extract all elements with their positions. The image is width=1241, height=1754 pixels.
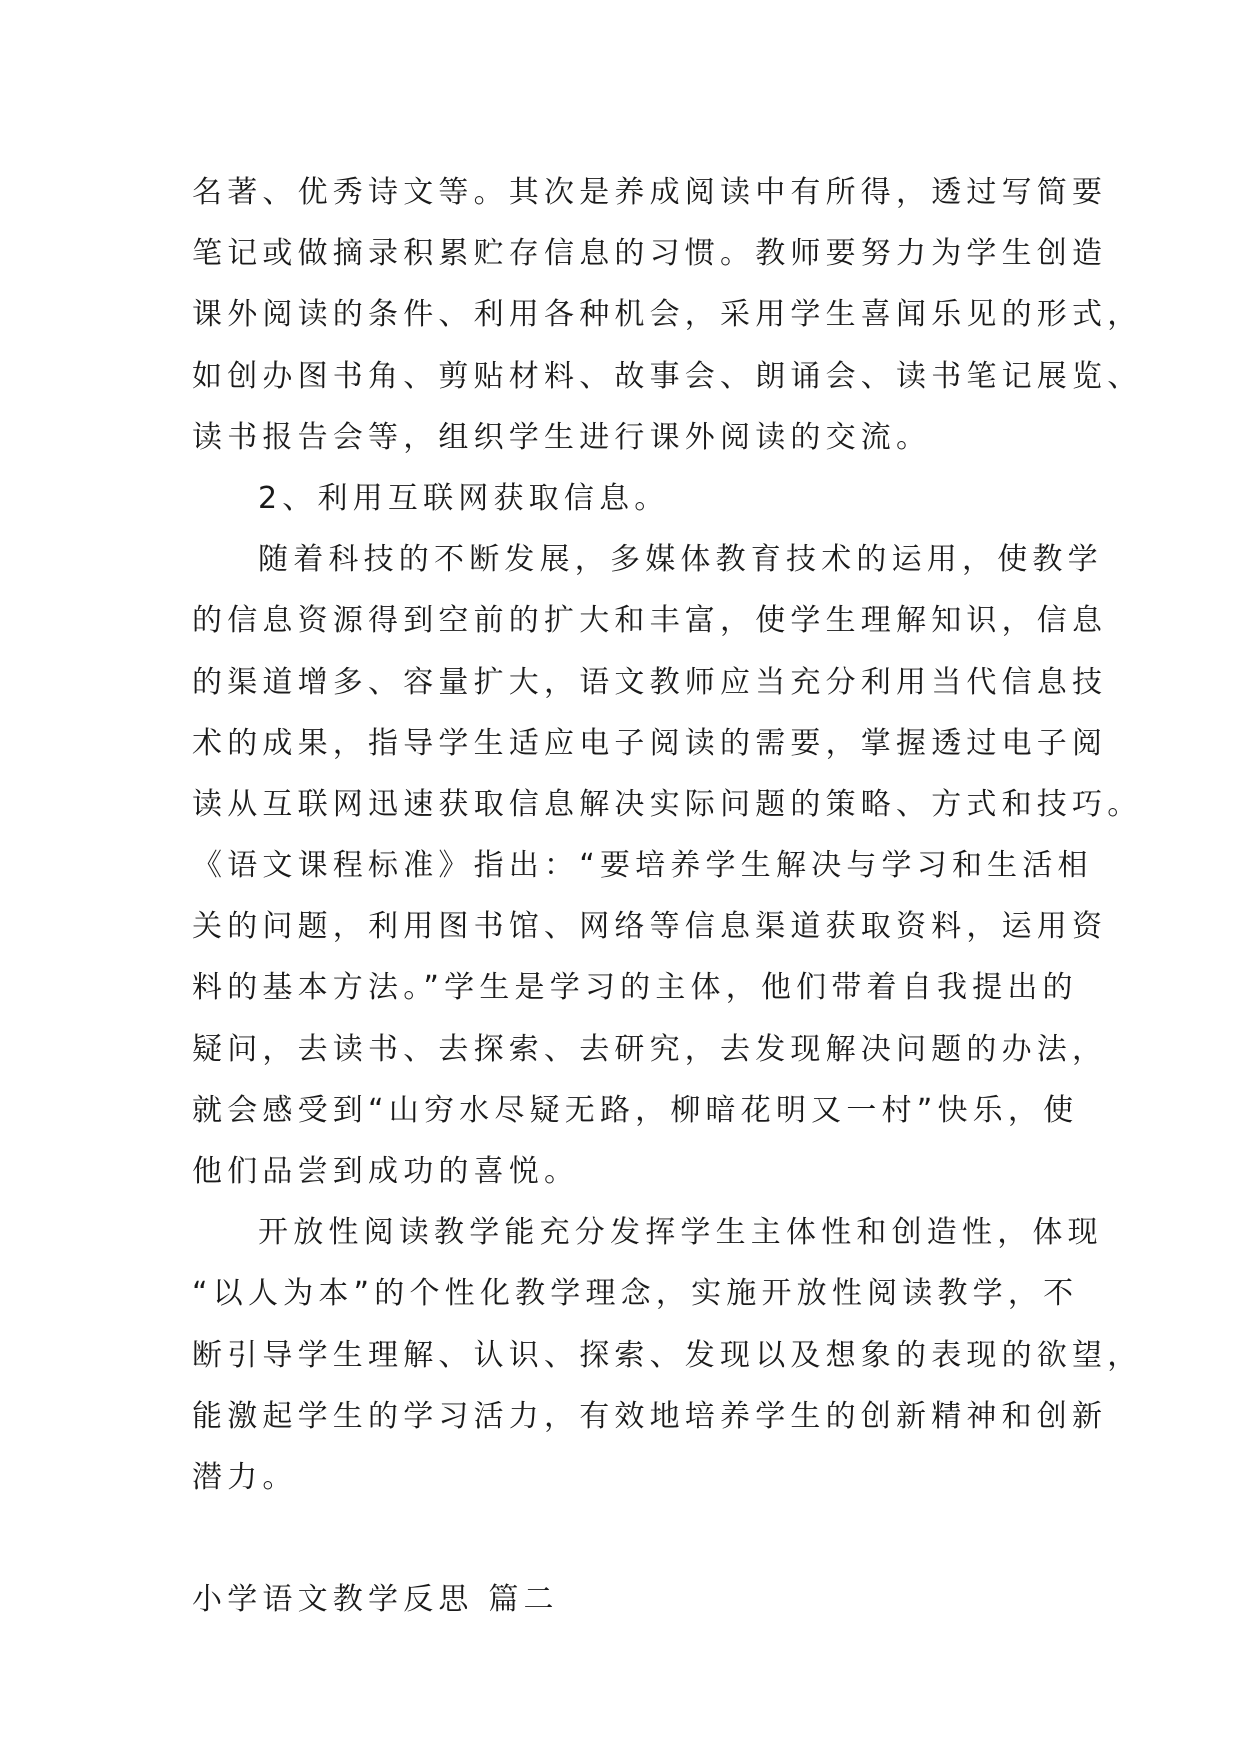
paragraph-reading-habits <box>192 162 1143 468</box>
text-line: 随着科技的不断发展，多媒体教育技术的运用，使教学 <box>258 542 1103 578</box>
text-line: 他们品尝到成功的喜悦。 <box>192 1154 580 1189</box>
text-line: 断引导学生理解、认识、探索、发现以及想象的表现的欲望， <box>192 1337 1143 1373</box>
text-line: 开放性阅读教学能充分发挥学生主体性和创造性，体现 <box>258 1215 1103 1251</box>
paragraph-open-reading <box>192 1202 1143 1508</box>
text-line: 笔记或做摘录积累贮存信息的习惯。教师要努力为学生创造 <box>192 236 1108 272</box>
text-line: “以人为本”的个性化教学理念，实施开放性阅读教学，不 <box>192 1276 1079 1312</box>
text-line: 就会感受到“山穷水尽疑无路，柳暗花明又一村”快乐，使 <box>192 1092 1079 1128</box>
text-line: 的信息资源得到空前的扩大和丰富，使学生理解知识，信息 <box>192 603 1108 639</box>
text-line: 疑问，去读书、去探索、去研究，去发现解决问题的办法， <box>192 1031 1108 1067</box>
text-line: 读书报告会等，组织学生进行课外阅读的交流。 <box>192 419 932 455</box>
text-line: 关的问题，利用图书馆、网络等信息渠道获取资料，运用资 <box>192 909 1108 945</box>
text-line: 的渠道增多、容量扩大，语文教师应当充分利用当代信息技 <box>192 664 1108 700</box>
text-line: 2、利用互联网获取信息。 <box>258 480 670 516</box>
text-line: 课外阅读的条件、利用各种机会，采用学生喜闻乐见的形式， <box>192 297 1143 333</box>
paragraph-gap <box>192 1508 1052 1569</box>
text-line: 名著、优秀诗文等。其次是养成阅读中有所得，透过写简要 <box>192 175 1108 210</box>
text-line: 潜力。 <box>192 1459 298 1495</box>
text-line: 术的成果，指导学生适应电子阅读的需要，掌握透过电子阅 <box>192 725 1108 761</box>
paragraph-internet-heading <box>192 468 1052 529</box>
text-line: 《语文课程标准》指出：“要培养学生解决与学习和生活相 <box>192 848 1093 884</box>
paragraph-internet-info <box>192 529 1143 1202</box>
document-body <box>192 162 1143 1631</box>
text-line: 如创办图书角、剪贴材料、故事会、朗诵会、读书笔记展览、 <box>192 358 1143 394</box>
section-heading: 小学语文教学反思 篇二 <box>192 1582 559 1618</box>
text-line: 能激起学生的学习活力，有效地培养学生的创新精神和创新 <box>192 1398 1108 1434</box>
text-line: 读从互联网迅速获取信息解决实际问题的策略、方式和技巧。 <box>192 786 1143 822</box>
text-line: 料的基本方法。”学生是学习的主体，他们带着自我提出的 <box>192 970 1078 1006</box>
